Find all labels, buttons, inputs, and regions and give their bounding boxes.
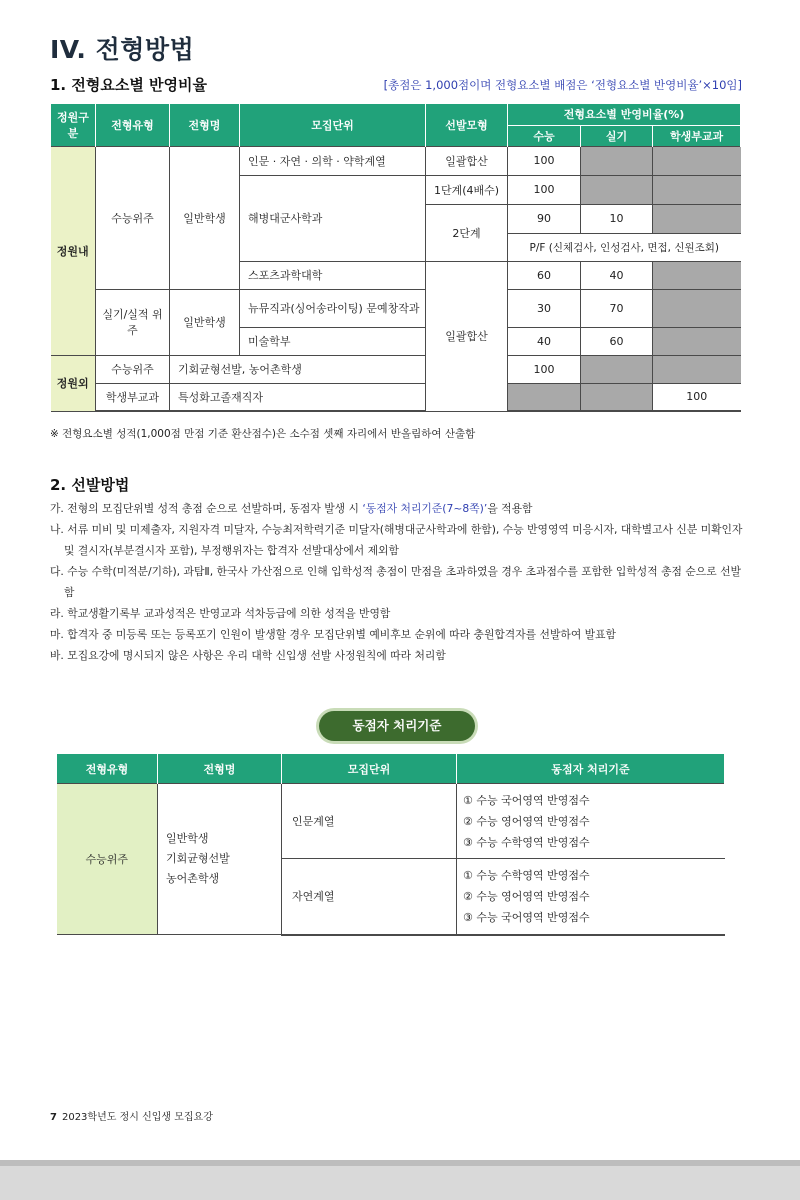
criteria-item: ③ 수능 국어영역 반영점수 (463, 910, 590, 924)
model-stage1: 1단계(4배수) (426, 175, 508, 204)
list-item: 라. 학교생활기록부 교과성적은 반영교과 석차등급에 의한 성적을 반영함 (50, 607, 391, 620)
viewer-bottom-bar (0, 1160, 800, 1200)
header-suneung: 수능 (508, 125, 581, 146)
name-special: 특성화고졸재직자 (170, 383, 426, 411)
type-record: 학생부교과 (96, 383, 170, 411)
empty-cell (653, 175, 741, 204)
empty-cell (653, 355, 741, 383)
header-record: 학생부교과 (653, 125, 741, 146)
score-note: [총점은 1,000점이며 전형요소별 배점은 ‘전형요소별 반영비율’×10임] (383, 78, 742, 92)
tie-type: 수능위주 (57, 784, 158, 935)
table-row (51, 383, 741, 411)
section-title: IV. 전형방법 (50, 35, 195, 64)
value-practical: 70 (581, 289, 653, 327)
subsection-title-selection: 2. 선발방법 (50, 476, 130, 494)
tie-header-type: 전형유형 (57, 754, 158, 784)
list-item: 다. 수능 수학(미적분/기하), 과탐Ⅱ, 한국사 가산점으로 인해 입학성적 총점이 만점을 초과하였을 경우 초과점수를 포함한 입학성적 총점 순으로 선발함 (50, 565, 741, 599)
quota-in: 정원내 (51, 146, 96, 355)
empty-cell (581, 383, 653, 411)
pf-note: P/F (신체검사, 인성검사, 면접, 신원조회) (508, 233, 741, 261)
selection-list (50, 498, 750, 666)
value-suneung: 60 (508, 261, 581, 289)
page-footer (50, 1108, 213, 1123)
quota-out: 정원외 (51, 355, 96, 411)
criteria-item: ② 수능 영어영역 반영점수 (463, 889, 590, 903)
header-name: 전형명 (170, 104, 240, 146)
model-total-2: 일괄합산 (426, 261, 508, 411)
item-a-text: 가. 전형의 모집단위별 성적 총점 순으로 선발하며, 동점자 발생 시 (50, 502, 363, 515)
empty-cell (653, 327, 741, 355)
table-row (57, 784, 725, 859)
tie-unit-humanities: 인문계열 (282, 784, 457, 859)
value-practical: 40 (581, 261, 653, 289)
tie-name: 일반학생 (166, 832, 209, 845)
list-item: 바. 모집요강에 명시되지 않은 사항은 우리 대학 신입생 선발 사정원칙에 따라 처리함 (50, 649, 446, 662)
model-stage2: 2단계 (426, 204, 508, 261)
tie-rule-table (56, 754, 725, 936)
value-record: 100 (653, 383, 741, 411)
value-practical: 60 (581, 327, 653, 355)
header-type: 전형유형 (96, 104, 170, 146)
tie-rule-link[interactable]: ‘동점자 처리기준(7~8쪽)’ (362, 502, 488, 515)
table-row (51, 355, 741, 383)
type-practical: 실기/실적 위주 (96, 289, 170, 355)
value-practical: 10 (581, 204, 653, 233)
empty-cell (653, 261, 741, 289)
value-suneung: 90 (508, 204, 581, 233)
type-suneung: 수능위주 (96, 146, 170, 289)
unit-sports: 스포츠과학대학 (240, 261, 426, 289)
empty-cell (581, 175, 653, 204)
type-suneung-2: 수능위주 (96, 355, 170, 383)
name-general: 일반학생 (170, 146, 240, 289)
value-suneung: 30 (508, 289, 581, 327)
value-suneung: 100 (508, 355, 581, 383)
header-model: 선발모형 (426, 104, 508, 146)
table-row (51, 289, 741, 327)
header-ratio: 전형요소별 반영비율(%) (508, 104, 741, 125)
tie-criteria-humanities (457, 784, 725, 859)
tie-header-unit: 모집단위 (282, 754, 457, 784)
empty-cell (653, 204, 741, 233)
empty-cell (581, 355, 653, 383)
header-practical: 실기 (581, 125, 653, 146)
table-row (51, 146, 741, 175)
subsection-title-ratio: 1. 전형요소별 반영비율 (50, 76, 207, 94)
bottom-bar-edge (0, 1160, 800, 1166)
page-number: 7 (50, 1112, 57, 1123)
header-quota: 정원구분 (51, 104, 96, 146)
list-item: 마. 합격자 중 미등록 또는 등록포기 인원이 발생할 경우 모집단위별 예비후보 순위에 따라 충원합격자를 선발하여 발표함 (50, 628, 616, 641)
criteria-item: ③ 수능 수학영역 반영점수 (463, 835, 590, 849)
tie-name: 농어촌학생 (166, 872, 220, 885)
empty-cell (653, 289, 741, 327)
tie-header-criteria: 동점자 처리기준 (457, 754, 725, 784)
footer-text: 2023학년도 정시 신입생 모집요강 (61, 1112, 213, 1123)
name-balance: 기회균형선발, 농어촌학생 (170, 355, 426, 383)
ratio-table (50, 104, 741, 412)
criteria-item: ① 수능 국어영역 반영점수 (463, 793, 590, 807)
tie-name: 기회균형선발 (166, 852, 230, 865)
tie-header-name: 전형명 (158, 754, 282, 784)
header-unit: 모집단위 (240, 104, 426, 146)
list-item: 나. 서류 미비 및 미제출자, 지원자격 미달자, 수능최저학력기준 미달자(해병대군사학과에 한함), 수능 반영영역 미응시자, 대학별고사 신분 미확인자 및 결시자(부분결시자 포함), 부정행위자는 합격자 선발대상에서 제외함 (50, 523, 743, 557)
tie-unit-science: 자연계열 (282, 859, 457, 935)
unit-humanities: 인문 · 자연 · 의학 · 약학계열 (240, 146, 426, 175)
unit-art: 미술학부 (240, 327, 426, 355)
unit-newmusic: 뉴뮤직과(싱어송라이팅) 문예창작과 (240, 289, 426, 327)
value-suneung: 100 (508, 146, 581, 175)
unit-marine: 해병대군사학과 (240, 175, 426, 261)
name-general-2: 일반학생 (170, 289, 240, 355)
empty-cell (508, 383, 581, 411)
tie-criteria-science (457, 859, 725, 935)
empty-cell (581, 146, 653, 175)
list-item (50, 498, 750, 519)
criteria-item: ② 수능 영어영역 반영점수 (463, 814, 590, 828)
ratio-footnote: ※ 전형요소별 성적(1,000점 만점 기준 환산점수)은 소수점 셋째 자리에서 반올림하여 산출함 (50, 428, 476, 440)
model-total: 일괄합산 (426, 146, 508, 175)
empty-cell (653, 146, 741, 175)
value-suneung: 100 (508, 175, 581, 204)
tie-names (158, 784, 282, 935)
criteria-item: ① 수능 수학영역 반영점수 (463, 868, 590, 882)
value-suneung: 40 (508, 327, 581, 355)
item-a-suffix: 을 적용함 (487, 502, 533, 515)
tie-rule-heading: 동점자 처리기준 (319, 711, 475, 741)
